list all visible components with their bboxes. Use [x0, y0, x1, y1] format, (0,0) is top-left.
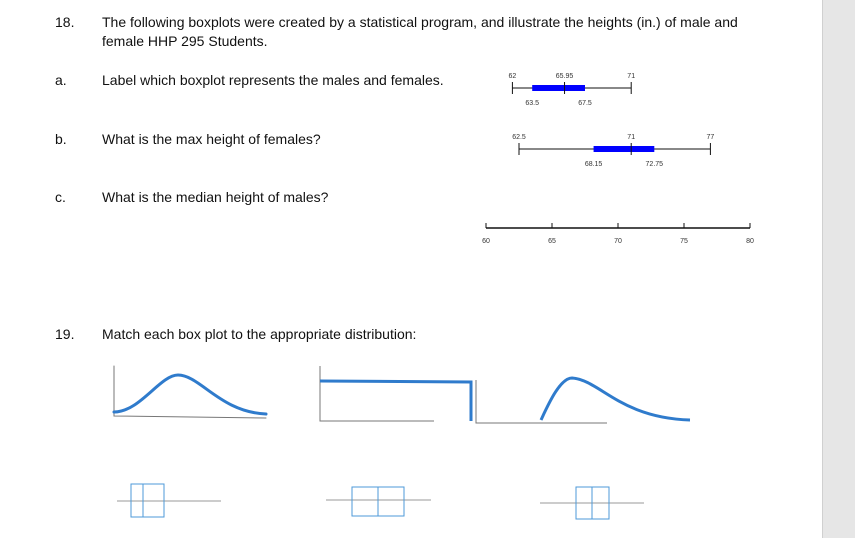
box-iqr [594, 146, 655, 152]
q18b-label: b. [55, 131, 67, 147]
label-q3: 67.5 [578, 100, 592, 107]
q18-text: The following boxplots were created by a statistical program, and illustrate the heights (in.) of male and female HHP 295 Students. [102, 14, 738, 49]
label-median: 65.95 [555, 73, 574, 80]
axis-tick-label: 70 [614, 238, 622, 245]
q18c-label: c. [55, 189, 66, 205]
label-q3: 72.75 [645, 161, 664, 168]
label-min: 62 [508, 73, 517, 80]
axis-tick-label: 60 [482, 238, 490, 245]
q19-number: 19. [55, 326, 75, 342]
label-q1: 63.5 [525, 100, 540, 107]
q18a-label: a. [55, 72, 67, 88]
axis-tick-label: 65 [548, 238, 556, 245]
label-q1: 68.15 [584, 161, 603, 168]
axis-tick-label: 80 [746, 238, 754, 245]
label-min: 62.5 [512, 134, 526, 141]
box-iqr [532, 85, 585, 91]
q18-number: 18. [55, 14, 75, 30]
axis-tick-label: 75 [680, 238, 688, 245]
q18b-text: What is the max height of females? [102, 131, 321, 147]
q19-text: Match each box plot to the appropriate distribution: [102, 326, 417, 342]
q18c-text: What is the median height of males? [102, 189, 329, 205]
label-median: 71 [627, 134, 636, 141]
label-max: 71 [627, 73, 636, 80]
q18a-text: Label which boxplot represents the males and females. [102, 72, 444, 88]
label-max: 77 [706, 134, 715, 141]
